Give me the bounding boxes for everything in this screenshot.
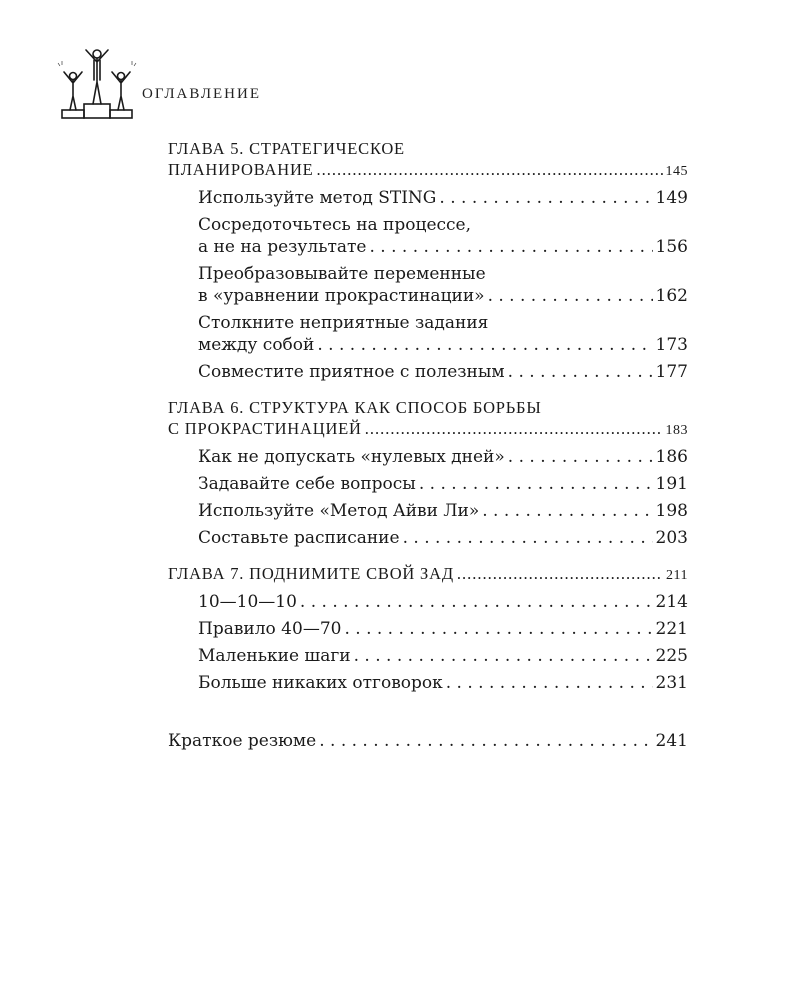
toc-section[interactable] bbox=[168, 500, 688, 522]
page-number: 149 bbox=[655, 188, 688, 208]
toc-section[interactable] bbox=[168, 672, 688, 694]
page-number: 225 bbox=[655, 646, 688, 666]
page-number: 214 bbox=[655, 592, 688, 612]
page-number: 183 bbox=[665, 423, 688, 438]
toc-section[interactable] bbox=[168, 645, 688, 667]
section-title: 10—10—10 bbox=[198, 592, 297, 612]
dot-leader bbox=[319, 730, 652, 752]
section-entry bbox=[198, 446, 688, 468]
dot-leader bbox=[508, 361, 653, 383]
section-title-cont: между собой bbox=[198, 335, 315, 355]
page-number: 156 bbox=[655, 237, 688, 257]
dot-leader bbox=[354, 645, 653, 667]
section-title: Правило 40—70 bbox=[198, 619, 342, 639]
section-title: Составьте расписание bbox=[198, 528, 400, 548]
section-title: Маленькие шаги bbox=[198, 646, 351, 666]
page-number: 221 bbox=[655, 619, 688, 639]
running-head: ОГЛАВЛЕНИЕ bbox=[142, 86, 261, 102]
toc-section[interactable] bbox=[168, 312, 688, 356]
page-number: 203 bbox=[655, 528, 688, 548]
chapter-title-cont: С ПРОКРАСТИНАЦИЕЙ bbox=[168, 419, 362, 438]
dot-leader bbox=[317, 334, 652, 356]
section-title: Совместите приятное с полезным bbox=[198, 362, 505, 382]
section-entry bbox=[198, 591, 688, 613]
section-entry bbox=[198, 672, 688, 694]
section-entry bbox=[198, 645, 688, 667]
section-entry bbox=[198, 618, 688, 640]
page-number: 173 bbox=[655, 335, 688, 355]
section-entry bbox=[198, 236, 688, 258]
section-entry bbox=[198, 361, 688, 383]
section-title: Преобразовывайте переменные bbox=[198, 264, 486, 284]
section-title-cont: в «уравнении прокрастинации» bbox=[198, 286, 485, 306]
dot-leader bbox=[369, 236, 652, 258]
dot-leader bbox=[482, 500, 652, 522]
page-number: 162 bbox=[655, 286, 688, 306]
section-title: Используйте метод STING bbox=[198, 188, 437, 208]
page-number: 145 bbox=[665, 164, 688, 179]
toc-section[interactable] bbox=[168, 473, 688, 495]
chapter-title: ГЛАВА 7. ПОДНИМИТЕ СВОЙ ЗАД bbox=[168, 564, 454, 583]
dot-leader bbox=[403, 527, 653, 549]
section-entry bbox=[198, 473, 688, 495]
dot-leader bbox=[365, 418, 663, 439]
dot-leader bbox=[488, 285, 653, 307]
section-entry bbox=[198, 500, 688, 522]
toc-section[interactable] bbox=[168, 618, 688, 640]
section-title: Используйте «Метод Айви Ли» bbox=[198, 501, 480, 521]
page-number: 191 bbox=[655, 474, 688, 494]
section-title: Задавайте себе вопросы bbox=[198, 474, 416, 494]
page-number: 211 bbox=[666, 568, 688, 583]
chapter-entry[interactable] bbox=[168, 563, 688, 586]
section-title: Сосредоточьтесь на процессе, bbox=[198, 215, 472, 235]
summary-title: Краткое резюме bbox=[168, 731, 317, 751]
table-of-contents bbox=[168, 138, 688, 752]
dot-leader bbox=[317, 159, 663, 180]
toc-section[interactable] bbox=[168, 187, 688, 209]
page-number: 177 bbox=[655, 362, 688, 382]
section-entry bbox=[198, 527, 688, 549]
page-number: 198 bbox=[655, 501, 688, 521]
chapter-title-line bbox=[168, 397, 688, 418]
chapter-5 bbox=[168, 138, 688, 383]
section-entry bbox=[198, 334, 688, 356]
dot-leader bbox=[419, 473, 653, 495]
dot-leader bbox=[508, 446, 653, 468]
toc-section[interactable] bbox=[168, 361, 688, 383]
section-title: Больше никаких отговорок bbox=[198, 673, 443, 693]
toc-section[interactable] bbox=[168, 263, 688, 307]
chapter-entry[interactable] bbox=[168, 159, 688, 182]
dot-leader bbox=[457, 563, 663, 584]
dot-leader bbox=[446, 672, 653, 694]
section-title-cont: а не на результате bbox=[198, 237, 367, 257]
toc-section[interactable] bbox=[168, 214, 688, 258]
section-entry bbox=[198, 187, 688, 209]
page-number: 231 bbox=[655, 673, 688, 693]
chapter-7 bbox=[168, 563, 688, 694]
toc-section[interactable] bbox=[168, 446, 688, 468]
people-pyramid-logo bbox=[52, 46, 148, 126]
section-entry bbox=[198, 285, 688, 307]
summary-entry[interactable] bbox=[168, 730, 688, 752]
dot-leader bbox=[344, 618, 652, 640]
chapter-title: ГЛАВА 5. СТРАТЕГИЧЕСКОЕ bbox=[168, 139, 405, 158]
toc-section[interactable] bbox=[168, 591, 688, 613]
section-title: Столкните неприятные задания bbox=[198, 313, 489, 333]
chapter-6 bbox=[168, 397, 688, 549]
chapter-entry[interactable] bbox=[168, 418, 688, 441]
dot-leader bbox=[439, 187, 652, 209]
dot-leader bbox=[300, 591, 653, 613]
page-number: 186 bbox=[655, 447, 688, 467]
chapter-title-cont: ПЛАНИРОВАНИЕ bbox=[168, 160, 314, 179]
chapter-title: ГЛАВА 6. СТРУКТУРА КАК СПОСОБ БОРЬБЫ bbox=[168, 398, 542, 417]
chapter-title-line bbox=[168, 138, 688, 159]
section-title: Как не допускать «нулевых дней» bbox=[198, 447, 505, 467]
toc-section[interactable] bbox=[168, 527, 688, 549]
page-number: 241 bbox=[655, 731, 688, 751]
